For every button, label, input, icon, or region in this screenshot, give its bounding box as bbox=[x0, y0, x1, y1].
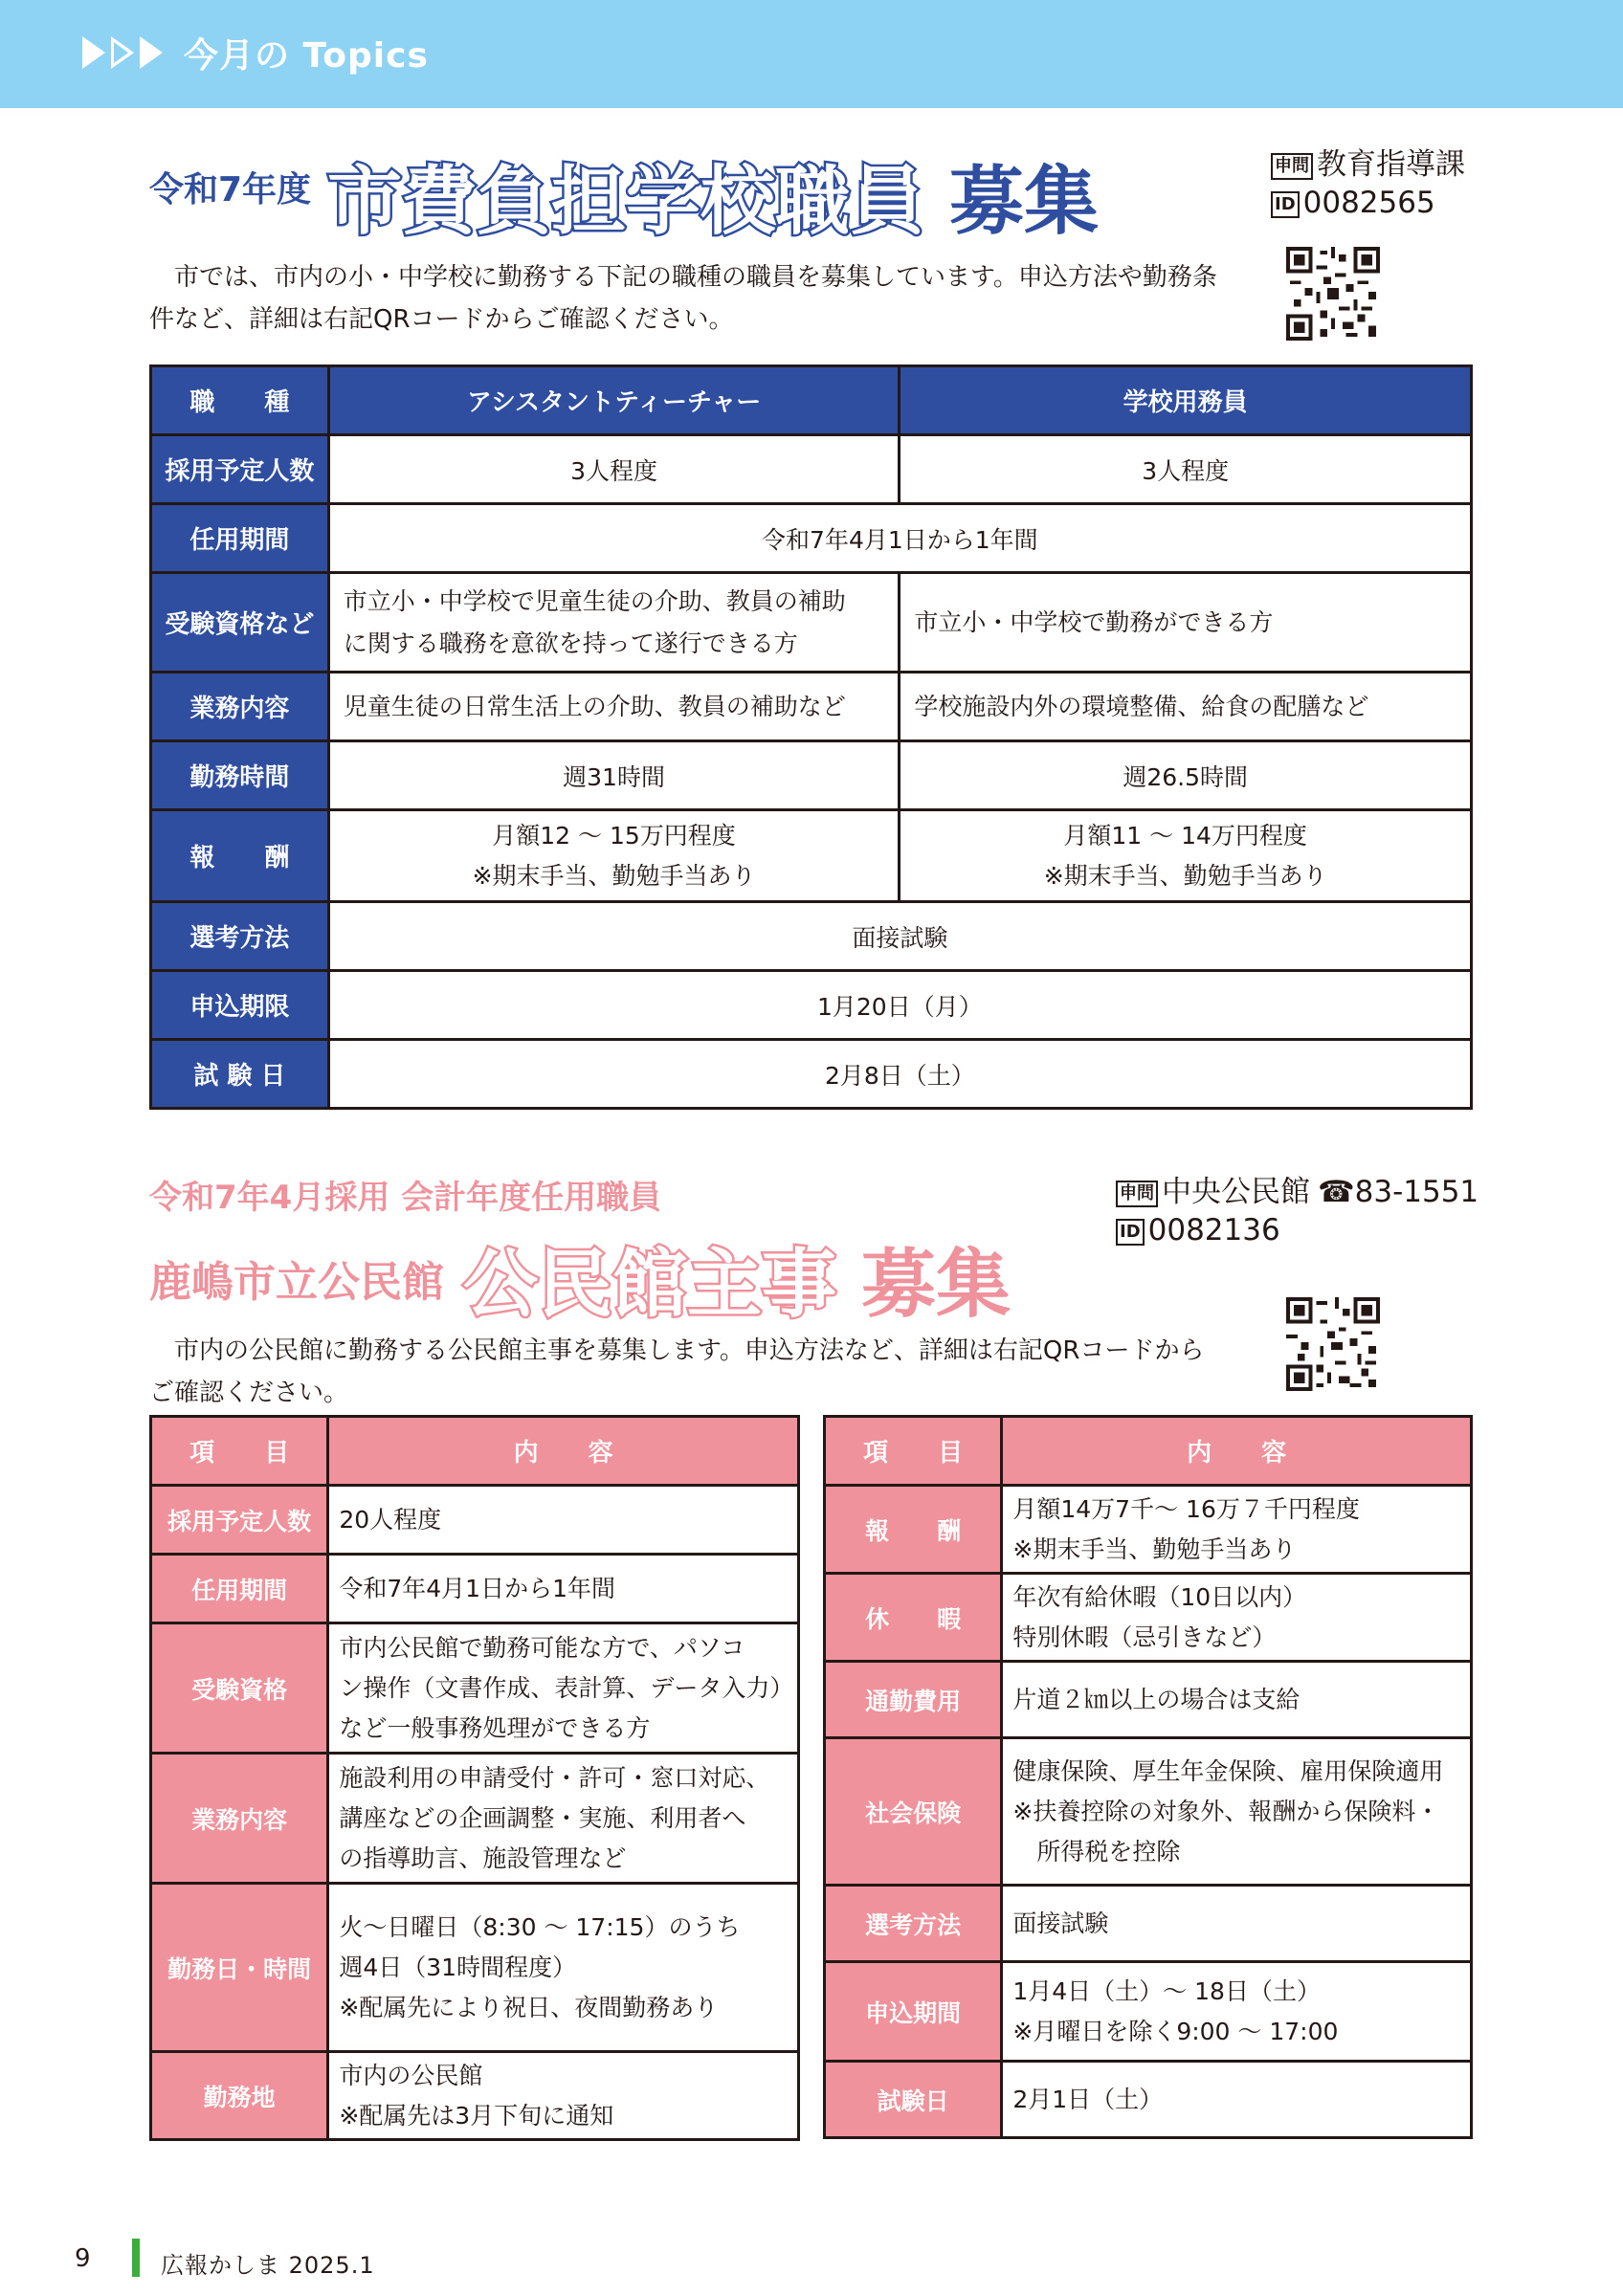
cell bbox=[328, 573, 900, 673]
cell bbox=[1002, 2062, 1472, 2138]
table-row bbox=[151, 741, 1472, 810]
cell-line: 講座などの企画調整・実施、利用者へ bbox=[339, 1803, 746, 1832]
cell-line: ※期末手当、勤勉手当あり bbox=[1012, 1534, 1297, 1563]
row-label: 業務内容 bbox=[151, 1754, 328, 1884]
cell-line: 市内公民館で勤務可能な方で、パソコ bbox=[339, 1633, 745, 1662]
contact-badge: 申問 bbox=[1271, 153, 1313, 180]
cell-line: 2月1日（土） bbox=[1012, 2085, 1164, 2113]
table-row bbox=[825, 1962, 1472, 2062]
section2-heading-solid: 募集 bbox=[861, 1242, 1012, 1328]
cell: 週26.5時間 bbox=[900, 741, 1472, 810]
cell-line: ン操作（文書作成、表計算、データ入力） bbox=[339, 1673, 794, 1702]
row-label: 報 酬 bbox=[825, 1486, 1002, 1574]
page-header bbox=[0, 0, 1623, 108]
cell: 3人程度 bbox=[900, 435, 1472, 504]
col-header-content: 内 容 bbox=[1002, 1417, 1472, 1486]
cell bbox=[328, 1486, 799, 1555]
cell bbox=[1002, 1738, 1472, 1886]
row-label: 勤務地 bbox=[151, 2052, 328, 2140]
table-row bbox=[151, 1555, 799, 1623]
cell bbox=[1002, 1886, 1472, 1962]
row-label: 休 暇 bbox=[825, 1574, 1002, 1662]
cell-line: の指導助言、施設管理など bbox=[339, 1843, 627, 1872]
id-badge: ID bbox=[1271, 191, 1300, 218]
cell: 週31時間 bbox=[328, 741, 900, 810]
header-arrows-icon bbox=[82, 36, 163, 69]
row-label: 勤務日・時間 bbox=[151, 1884, 328, 2052]
col-header-item: 項 目 bbox=[825, 1417, 1002, 1486]
table-row bbox=[151, 1486, 799, 1555]
cell bbox=[1002, 1962, 1472, 2062]
cell bbox=[900, 810, 1472, 902]
row-label: 採用予定人数 bbox=[151, 1486, 328, 1555]
table-row bbox=[151, 435, 1472, 504]
cell: 3人程度 bbox=[328, 435, 900, 504]
section2-intro-line1: 市内の公民館に勤務する公民館主事を募集します。申込方法など、詳細は右記QRコードから bbox=[174, 1336, 1205, 1365]
table-header-row bbox=[151, 366, 1472, 435]
cell-line: ※扶養控除の対象外、報酬から保険料・ bbox=[1012, 1797, 1440, 1825]
cell bbox=[1002, 1574, 1472, 1662]
table-row bbox=[151, 1623, 799, 1754]
row-label: 申込期限 bbox=[151, 971, 329, 1040]
section2-prefix: 令和7年4月採用 会計年度任用職員 bbox=[149, 1179, 662, 1217]
table-row bbox=[151, 971, 1472, 1040]
table-row bbox=[151, 1884, 799, 2052]
footer-divider bbox=[132, 2239, 140, 2277]
table-row bbox=[825, 1574, 1472, 1662]
section2-intro-line2: ご確認ください。 bbox=[149, 1379, 349, 1407]
row-label: 選考方法 bbox=[825, 1886, 1002, 1962]
contact-badge: 申問 bbox=[1116, 1181, 1158, 1207]
section1-heading-solid: 募集 bbox=[949, 159, 1100, 245]
cell bbox=[328, 2052, 799, 2140]
cell: 市立小・中学校で勤務ができる方 bbox=[900, 573, 1472, 673]
cell-line: 年次有給休暇（10日以内） bbox=[1012, 1582, 1307, 1611]
section1-id: 0082565 bbox=[1302, 186, 1435, 220]
table-header-row bbox=[825, 1417, 1472, 1486]
section1-heading bbox=[327, 142, 1099, 249]
row-label: 受験資格 bbox=[151, 1623, 328, 1754]
section1-prefix: 令和7年度 bbox=[149, 170, 312, 210]
section2-contact bbox=[1116, 1173, 1478, 1249]
table-row bbox=[151, 902, 1472, 971]
cell bbox=[328, 810, 900, 902]
table-row bbox=[151, 504, 1472, 573]
row-label: 勤務時間 bbox=[151, 741, 329, 810]
cell: 面接試験 bbox=[328, 902, 1471, 971]
row-label: 報 酬 bbox=[151, 810, 329, 902]
cell-line: 火～日曜日（8:30 ～ 17:15）のうち bbox=[339, 1912, 741, 1941]
section1-intro-line2: 件など、詳細は右記QRコードからご確認ください。 bbox=[149, 305, 734, 334]
table-row bbox=[151, 1754, 799, 1884]
cell bbox=[328, 1623, 799, 1754]
table-row bbox=[825, 2062, 1472, 2138]
cell: 2月8日（土） bbox=[328, 1040, 1471, 1109]
cell-line: 市内の公民館 bbox=[339, 2061, 483, 2089]
row-label: 申込期間 bbox=[825, 1962, 1002, 2062]
cell: 令和7年4月1日から1年間 bbox=[328, 504, 1471, 573]
section1-dept: 教育指導課 bbox=[1317, 147, 1465, 182]
cell bbox=[1002, 1486, 1472, 1574]
kominkan-right-table bbox=[823, 1415, 1473, 2139]
id-badge: ID bbox=[1116, 1219, 1145, 1246]
cell-line: ※期末手当、勤勉手当あり bbox=[1043, 861, 1327, 890]
publication-name: 広報かしま 2025.1 bbox=[161, 2252, 375, 2279]
table-row bbox=[151, 573, 1472, 673]
cell-line: 所得税を控除 bbox=[1012, 1837, 1181, 1866]
row-label: 試験日 bbox=[825, 2062, 1002, 2138]
kominkan-left-table bbox=[149, 1415, 800, 2141]
section2-heading bbox=[149, 1225, 1011, 1332]
col-header-type: 職 種 bbox=[151, 366, 329, 435]
col-header-item: 項 目 bbox=[151, 1417, 328, 1486]
header-title: 今月の Topics bbox=[184, 36, 429, 76]
row-label: 社会保険 bbox=[825, 1738, 1002, 1886]
table-row bbox=[825, 1738, 1472, 1886]
cell-line: 1月4日（土）～ 18日（土） bbox=[1012, 1976, 1321, 2005]
row-label: 受験資格など bbox=[151, 573, 329, 673]
section2-org: 鹿嶋市立公民館 bbox=[149, 1258, 444, 1307]
row-label: 通勤費用 bbox=[825, 1662, 1002, 1738]
cell-line: ※月曜日を除く9:00 ～ 17:00 bbox=[1012, 2017, 1339, 2045]
cell-line: ※期末手当、勤勉手当あり bbox=[472, 861, 756, 890]
section1-contact bbox=[1271, 145, 1465, 222]
section1-intro bbox=[149, 256, 1259, 341]
cell bbox=[328, 1754, 799, 1884]
cell-line: 片道２㎞以上の場合は支給 bbox=[1012, 1685, 1301, 1713]
cell: 学校施設内外の環境整備、給食の配膳など bbox=[900, 673, 1472, 741]
cell-line: 月額14万7千～ 16万７千円程度 bbox=[1012, 1494, 1360, 1523]
section2-phone: 83-1551 bbox=[1354, 1175, 1479, 1209]
phone-icon: ☎ bbox=[1318, 1175, 1355, 1209]
cell bbox=[1002, 1662, 1472, 1738]
cell-line: 施設利用の申請受付・許可・窓口対応、 bbox=[339, 1763, 770, 1792]
cell-line: 月額11 ～ 14万円程度 bbox=[1063, 821, 1307, 850]
table-row bbox=[825, 1886, 1472, 1962]
section2-id: 0082136 bbox=[1147, 1213, 1280, 1247]
section1-heading-outlined: 市費負担学校職員 bbox=[327, 159, 925, 245]
cell bbox=[328, 1555, 799, 1623]
table-row bbox=[825, 1486, 1472, 1574]
table-row bbox=[151, 673, 1472, 741]
row-label: 任用期間 bbox=[151, 1555, 328, 1623]
cell-line: 健康保険、厚生年金保険、雇用保険適用 bbox=[1012, 1756, 1444, 1785]
table-row bbox=[151, 810, 1472, 902]
cell-line: ※配属先により祝日、夜間勤務あり bbox=[339, 1993, 719, 2021]
cell: 1月20日（月） bbox=[328, 971, 1471, 1040]
table-row bbox=[825, 1662, 1472, 1738]
school-staff-table bbox=[149, 364, 1473, 1110]
table-row bbox=[151, 2052, 799, 2140]
row-label: 任用期間 bbox=[151, 504, 329, 573]
section1-intro-line1: 市では、市内の小・中学校に勤務する下記の職種の職員を募集しています。申込方法や勤務条 bbox=[174, 263, 1217, 292]
cell-line: など一般事務処理ができる方 bbox=[339, 1713, 651, 1742]
page-number: 9 bbox=[75, 2244, 91, 2273]
cell-line: 令和7年4月1日から1年間 bbox=[339, 1574, 615, 1602]
cell-line: 面接試験 bbox=[1012, 1909, 1109, 1937]
cell: 児童生徒の日常生活上の介助、教員の補助など bbox=[328, 673, 900, 741]
section2-heading-outlined: 公民館主事 bbox=[463, 1242, 837, 1328]
table-row bbox=[151, 1040, 1472, 1109]
qr-code-icon[interactable] bbox=[1286, 1297, 1380, 1391]
cell-line: 月額12 ～ 15万円程度 bbox=[492, 821, 736, 850]
row-label: 選考方法 bbox=[151, 902, 329, 971]
cell-line: 20人程度 bbox=[339, 1505, 442, 1534]
cell-line: 市立小・中学校で児童生徒の介助、教員の補助 bbox=[343, 586, 846, 615]
row-label: 採用予定人数 bbox=[151, 435, 329, 504]
row-label: 業務内容 bbox=[151, 673, 329, 741]
col-header-custodian: 学校用務員 bbox=[900, 366, 1472, 435]
cell-line: 週4日（31時間程度） bbox=[339, 1953, 577, 1981]
section2-dept: 中央公民館 bbox=[1162, 1175, 1310, 1209]
col-header-content: 内 容 bbox=[328, 1417, 799, 1486]
cell-line: 特別休暇（忌引きなど） bbox=[1012, 1623, 1277, 1651]
table-header-row bbox=[151, 1417, 799, 1486]
cell-line: に関する職務を意欲を持って遂行できる方 bbox=[343, 629, 798, 657]
row-label: 試 験 日 bbox=[151, 1040, 329, 1109]
cell bbox=[328, 1884, 799, 2052]
cell-line: ※配属先は3月下旬に通知 bbox=[339, 2101, 614, 2130]
col-header-assistant: アシスタントティーチャー bbox=[328, 366, 900, 435]
section2-intro bbox=[149, 1330, 1259, 1414]
qr-code-icon[interactable] bbox=[1286, 247, 1380, 341]
